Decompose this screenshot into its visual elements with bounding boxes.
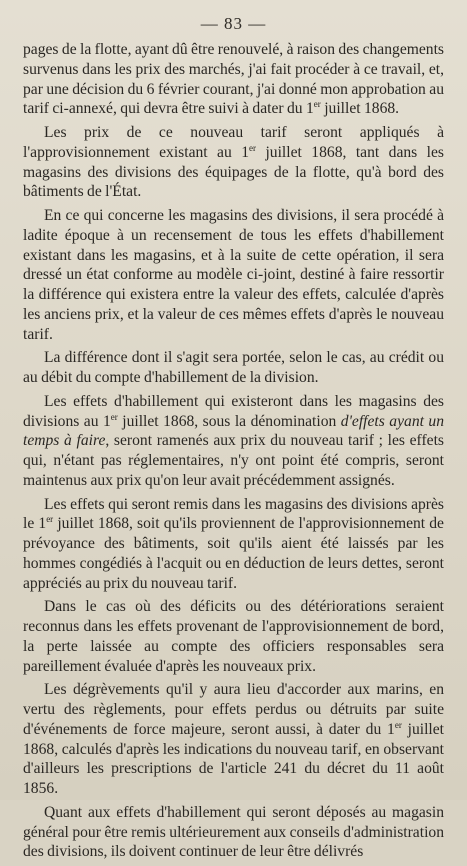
text-segment: La différence dont il s'agit sera portée, selon le cas, au crédit ou au débit du compte d'habillement de la division. [23, 349, 444, 386]
text-segment: Les effets d'habillement qui existeront dans les magasins des divisions au 1 [23, 392, 444, 430]
paragraph [23, 392, 444, 491]
paragraph [23, 348, 444, 388]
italic-term: d'effets ayant un temps à faire [23, 412, 445, 450]
superscript: er [249, 142, 257, 153]
text-segment: juillet 1868, tant dans les magasins des divisions des équipages de la flotte, qu'à bord des bâtiments de l'État. [23, 143, 445, 201]
text-segment: En ce qui concerne les magasins des divisions, il sera procédé à ladite époque à un recensement de tous les effets d'habillement existant dans les magasins, et à la suite de cette opération, il sera dressé un état conforme au modèle ci-joint, destiné à faire ressortir la différence qui existera entre la valeur des effets, calculée d'après les anciens prix, et la valeur de ces mêmes effets d'après le nouveau tarif. [23, 207, 444, 343]
paragraph [23, 495, 444, 594]
text-segment: juillet 1868, sous la dénomination [117, 412, 341, 430]
text-segment: juillet 1868, soit qu'ils proviennent de l'approvisionnement de prévoyance des bâtiments, soit qu'ils aient été laissés par les hommes congédiés à l'acquit ou en déduction de leurs dettes, seront appréciés au prix du nouveau tarif. [23, 515, 444, 592]
paragraph [23, 803, 444, 862]
text-segment: , seront ramenés aux prix du nouveau tarif ; les effets qui, n'étant pas réglementaires, n'y ont point été compris, seront maintenus aux prix qu'on leur avait précédemment assignés. [23, 432, 444, 489]
text-segment: Quant aux effets d'habillement qui seront déposés au magasin général pour être remis ultérieurement aux conseils d'administration des divisions, ils doivent continuer de leur être délivrés [23, 803, 444, 861]
text-segment: Les dégrèvements qu'il y aura lieu d'accorder aux marins, en vertu des règlements, pour effets perdus ou détruits par suite d'événements de force majeure, seront aussi, à dater du 1 [23, 681, 444, 738]
superscript: er [394, 719, 402, 730]
paragraph [23, 680, 444, 799]
text-segment: Les effets qui seront remis dans les magasins des divisions après le 1 [23, 495, 444, 533]
paragraph [23, 206, 444, 344]
superscript: er [46, 514, 54, 525]
body-text [23, 40, 444, 866]
text-segment: Dans le cas où des déficits ou des détériorations seraient reconnus dans les effets provenant de l'approvisionnement de bord, la perte laissée au compte des officiers responsables sera pareillement évaluée d'après les nouveaux prix. [23, 598, 444, 675]
text-segment: juillet 1868. [320, 100, 400, 118]
superscript: er [110, 411, 118, 422]
paragraph [23, 123, 444, 202]
page-number: — 83 — [200, 14, 267, 33]
superscript: er [313, 99, 321, 110]
paragraph [23, 40, 444, 119]
text-segment: pages de la flotte, ayant dû être renouvelé, à raison des changements survenus dans les prix des marchés, j'ai fait procéder à ce travail, et, par une décision du 6 février courant, j'ai donné mon approbation au tarif ci-annexé, qui devra être suivi à dater du 1 [23, 41, 444, 118]
text-segment: Les prix de ce nouveau tarif seront appliqués à l'approvisionnement existant au 1 [23, 124, 444, 161]
paragraph [23, 597, 444, 676]
text-segment: juillet 1868, calculés d'après les indications du nouveau tarif, en observant d'ailleurs les prescriptions de l'article 241 du décret du 11 août 1856. [23, 720, 444, 797]
